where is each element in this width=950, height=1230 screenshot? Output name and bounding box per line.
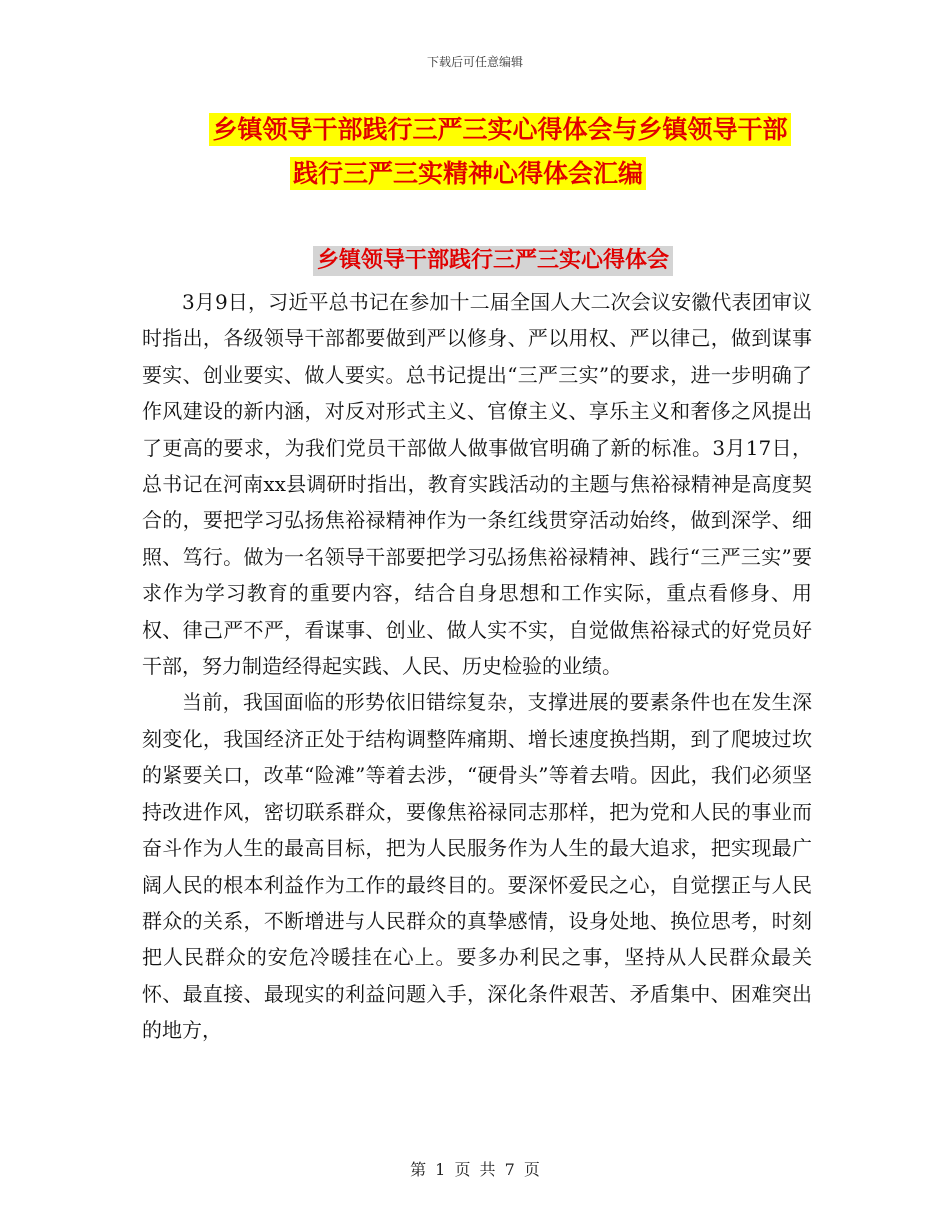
paragraph: 3月9日，习近平总书记在参加十二届全国人大二次会议安徽代表团审议时指出，各级领导干部都要做到严以修身、严以用权、严以律己，做到谋事要实、创业要实、做人要实。总书记提出“三严三实”的要求，进一步明确了作风建设的新内涵，对反对形式主义、官僚主义、享乐主义和奢侈之风提出了更高的要求，为我们党员干部做人做事做官明确了新的标准。3月17日，总书记在河南xx县调研时指出，教育实践活动的主题与焦裕禄精神是高度契合的，要把学习弘扬焦裕禄精神作为一条红线贯穿活动始终，做到深学、细照、笃行。做为一名领导干部要把学习弘扬焦裕禄精神、践行“三严三实”要求作为学习教育的重要内容，结合自身思想和工作实际，重点看修身、用权、律己严不严，看谋事、创业、做人实不实，自觉做焦裕禄式的好党员好干部，努力制造经得起实践、人民、历史检验的业绩。 xyxy=(142,290,812,679)
title-line-1: 乡镇领导干部践行三严三实心得体会与乡镇领导干部 xyxy=(209,113,790,146)
title-line-2: 践行三严三实精神心得体会汇编 xyxy=(290,157,646,190)
body-text xyxy=(142,284,812,1049)
paragraph: 当前，我国面临的形势依旧错综复杂，支撑进展的要素条件也在发生深刻变化，我国经济正处于结构调整阵痛期、增长速度换挡期，到了爬坡过坎的紧要关口，改革“险滩”等着去涉，“硬骨头”等着去啃。因此，我们必须坚持改进作风，密切联系群众，要像焦裕禄同志那样，把为党和人民的事业而奋斗作为人生的最高目标，把为人民服务作为人生的最大追求，把实现最广阔人民的根本利益作为工作的最终目的。要深怀爱民之心，自觉摆正与人民群众的关系，不断增进与人民群众的真挚感情，设身处地、换位思考，时刻把人民群众的安危冷暖挂在心上。要多办利民之事，坚持从人民群众最关怀、最直接、最现实的利益问题入手，深化条件艰苦、矛盾集中、困难突出的地方， xyxy=(142,690,812,1043)
header-note: 下载后可任意编辑 xyxy=(426,55,523,69)
document-title xyxy=(0,113,950,190)
section-title: 乡镇领导干部践行三严三实心得体会 xyxy=(313,246,673,276)
page-number: 第 1 页 共 7 页 xyxy=(410,1160,540,1179)
